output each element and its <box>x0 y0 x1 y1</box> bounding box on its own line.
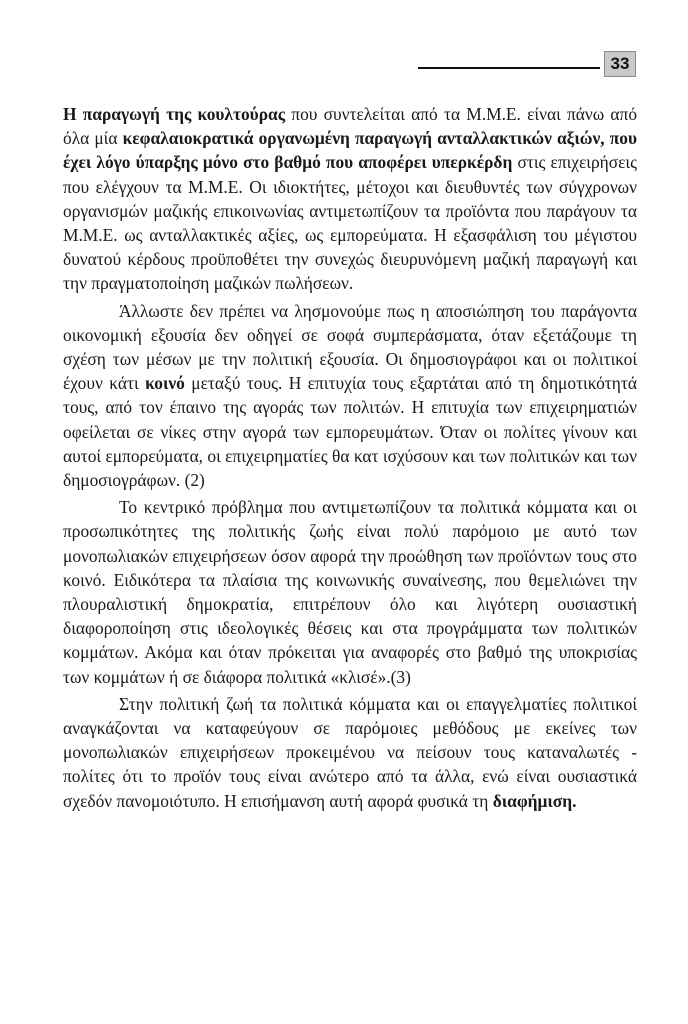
text-run: μεταξύ τους. Η επιτυχία τους εξαρτάται από τη δημοτικότητά τους, από τον έπαινο της αγοράς των πολιτών. Η επιτυχία των επιχειρηματιών οφείλεται σε νίκες στην αγορά των εμπορευμάτων. Όταν οι πολίτες γίνουν και αυτοί εμπορεύματα, οι επιχειρηματίες θα κατ ισχύσουν και των πολιτικών και των δημοσιογράφων. (2) <box>63 373 637 491</box>
text-run: Άλλωστε δεν πρέπει να λησμονούμε πως η αποσιώπηση του παράγοντα οικονομική εξουσία δεν οδηγεί σε σοφά συμπεράσματα, όταν εξετάζουμε τη σχέση των μέσων με την πολιτική εξουσία. Οι δημοσιογράφοι και οι πολιτικοί έχουν κάτι <box>63 300 637 394</box>
paragraph-3 <box>63 495 637 689</box>
bold-text-run: κεφαλαιοκρατικά οργανωμένη παραγωγή ανταλλακτικών αξιών, που έχει λόγο ύπαρξης μόνο στο βαθμό που αποφέρει υπερκέρδη <box>63 128 637 173</box>
text-run: Στην πολιτική ζωή τα πολιτικά κόμματα και οι επαγγελματίες πολιτικοί αναγκάζονται να καταφεύγουν σε παρόμοιες μεθόδους με εκείνες των μονοπωλιακών επιχειρήσεων προκειμένου να πείσουν τους καταναλωτές - πολίτες ότι το προϊόν τους είναι ανώτερο από τα άλλα, ενώ είναι ουσιαστικά σχεδόν πανομοιότυπο. Η επισήμανση αυτή αφορά φυσικά τη <box>63 693 637 811</box>
body-text <box>63 102 637 816</box>
text-run: Το κεντρικό πρόβλημα που αντιμετωπίζουν τα πολιτικά κόμματα και οι προσωπικότητες της πολιτικής ζωής είναι πολύ παρόμοιο με αυτό των μονοπωλιακών επιχειρήσεων όσον αφορά την προώθηση των προϊόντων τους στο κοινό. Ειδικότερα τα πλαίσια της κοινωνικής συναίνεσης, που θεμελιώνει την πλουραλιστική δημοκρατία, επιτρέπουν όλο και λιγότερη ουσιαστική διαφοροποίηση στις ιδεολογικές θέσεις και στα προγράμματα των πολιτικών κομμάτων. Ακόμα και όταν πρόκειται για αναφορές στο βαθμό της υποκρισίας των κομμάτων ή σε διάφορα πολιτικά «κλισέ».(3) <box>63 497 637 687</box>
page-number: 33 <box>604 51 636 77</box>
paragraph-2 <box>63 299 637 493</box>
bold-text-run: διαφήμιση. <box>492 790 577 811</box>
bold-text-run: Η παραγωγή της κουλτούρας <box>63 104 286 124</box>
bold-text-run: κοινό <box>145 373 185 394</box>
paragraph-1 <box>63 102 637 296</box>
paragraph-4 <box>63 692 637 813</box>
text-run: στις επιχειρήσεις που ελέγχουν τα Μ.Μ.Ε. Οι ιδιοκτήτες, μέτοχοι και διευθυντές των σύγχρονων οργανισμών μαζικής επικοινωνίας αντιμετωπίζουν τα προϊόντα που παράγουν τα Μ.Μ.Ε. ως ανταλλακτικές αξίες, ως εμπορεύματα. Η εξασφάλιση του μέγιστου δυνατού κέρδους προϋποθέτει την συνεχώς διευρυνόμενη μαζική παραγωγή και την πραγματοποίηση μαζικών πωλήσεων. <box>63 152 637 294</box>
header-rule <box>418 67 600 69</box>
text-run: που συντελείται από τα Μ.Μ.Ε. είναι πάνω από όλα μία <box>63 104 638 149</box>
